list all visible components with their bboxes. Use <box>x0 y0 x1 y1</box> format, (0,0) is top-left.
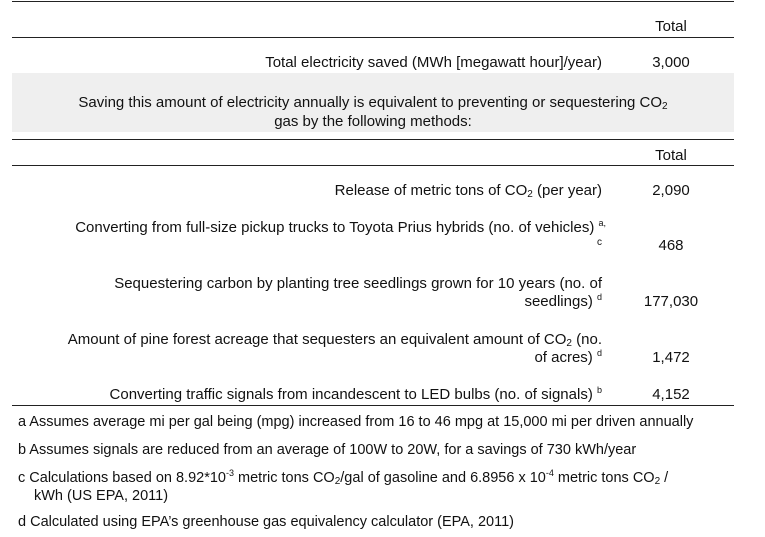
table-row-traffic-signals-value: 4,152 <box>652 386 690 403</box>
table1-header-rule <box>12 37 734 38</box>
top-rule <box>12 1 734 2</box>
footnote-d: d Calculated using EPA’s greenhouse gas equivalency calculator (EPA, 2011) <box>18 514 514 530</box>
equivalence-note-line2: gas by the following methods: <box>274 113 472 130</box>
footnote-c-line2: kWh (US EPA, 2011) <box>34 488 169 504</box>
table-row-pine-forest-label: Amount of pine forest acreage that sequesters an equivalent amount of $CO_2$ (no. of acres) $^d$ <box>67 331 602 366</box>
table2-top-rule <box>12 139 734 140</box>
table-row-tree-seedlings-label: Sequestering carbon by planting tree seedlings grown for 10 years (no. of seedlings) $^d$ <box>114 275 602 310</box>
footnote-c: c Calculations based on $8.92*10^{-3}$ metric tons $CO_2$/gal of gasoline and 6.8956 x $10^{-4}$ metric tons $CO_2$ / kWh (US EPA, 2011) <box>18 468 669 504</box>
table-row-co2-release-label: Release of metric tons of $CO_2$ (per year) <box>334 182 602 200</box>
table2-header-rule <box>12 165 734 166</box>
table-row-traffic-signals-label: Converting traffic signals from incandescent to LED bulbs (no. of signals) $^b$ <box>109 385 602 403</box>
table-row-pickup-trucks-label: Converting from full-size pickup trucks to Toyota Prius hybrids (no. of vehicles) $^{a,}$ c <box>12 219 606 249</box>
table-row-pine-forest-value: 1,472 <box>652 349 690 366</box>
table2-bottom-rule <box>12 405 734 406</box>
equivalence-note <box>12 93 734 131</box>
pickup-trucks-footnote-marker: c <box>597 237 602 248</box>
footnote-b: b Assumes signals are reduced from an average of 100W to 20W, for a savings of 730 kWh/year <box>18 442 637 458</box>
table-row-pickup-trucks-value: 468 <box>658 237 684 254</box>
electricity-saved-label: Total electricity saved (MWh [megawatt hour]/year) <box>265 54 602 71</box>
electricity-saved-value: 3,000 <box>652 54 690 71</box>
equivalence-note-line1: Saving this amount of electricity annually is equivalent to preventing or sequestering $CO_2$ <box>78 94 668 112</box>
footnote-a: a Assumes average mi per gal being (mpg) increased from 16 to 46 mpg at 15,000 mi per driven annually <box>18 414 694 430</box>
table2-column-header: Total <box>655 147 687 164</box>
table1-column-header: Total <box>655 18 687 35</box>
table-row-tree-seedlings-value: 177,030 <box>643 293 699 310</box>
table-row-co2-release-value: 2,090 <box>652 182 690 199</box>
